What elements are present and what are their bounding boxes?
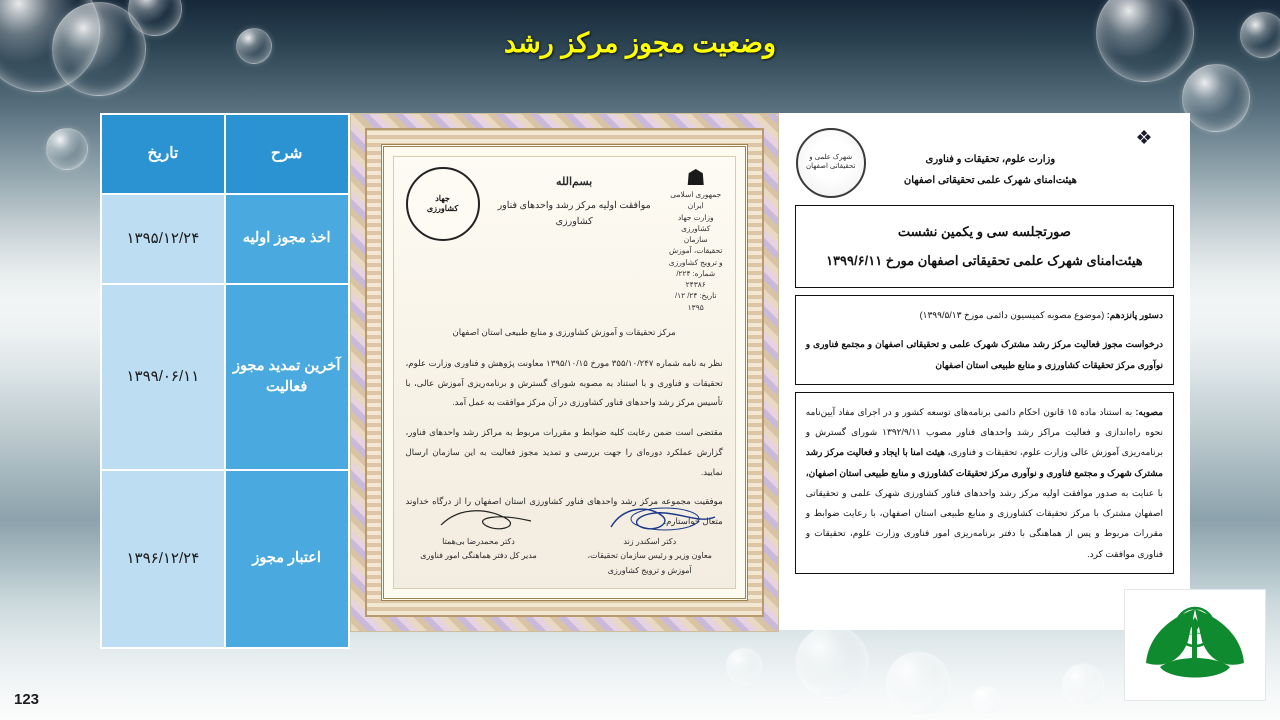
table-row: [101, 194, 349, 284]
certificate-title-block: [480, 167, 669, 230]
certificate-header: [406, 167, 723, 313]
signature-right: [406, 501, 552, 578]
letter-approval-text-2: با عنایت به صدور موافقت اولیه مرکز رشد واحدهای فناور کشاورزی شهرک علمی و تحقیقاتی اصفهان مشترک با مرکز تحقیقات کشاورزی و منابع طبیعی استان اصفهان، با رعایت ضوابط و مقررات مربوط و پس از هماهنگی با دفتر برنامه‌ریزی امور فناوری وزارت علوم، تحقیقات و فناوری موافقت کرد.: [805, 487, 1163, 559]
letter-approval-label: مصوبه:: [1135, 406, 1163, 417]
cell-date: ۱۳۹۵/۱۲/۲۴: [101, 194, 225, 284]
seal-line-1: جهاد: [435, 194, 450, 204]
bubble-decoration: [726, 648, 762, 684]
certificate-image: [350, 113, 779, 632]
license-status-table: [100, 113, 350, 649]
certificate-addressee: مرکز تحقیقات و آموزش کشاورزی و منابع طبیعی استان اصفهان: [452, 326, 676, 337]
letter-title-box: [795, 205, 1174, 288]
table-row: [101, 470, 349, 648]
letter-approval-box: [795, 392, 1174, 574]
certificate-header-line-3: سازمان تحقیقات، آموزش و ترویج کشاورزی: [668, 235, 723, 267]
science-town-logo-circle: شهرک علمی و تحقیقاتی اصفهان: [796, 128, 866, 198]
certificate-paragraph-3: موفقیت مجموعه مرکز رشد واحدهای فناور کشاورزی استان اصفهان را از درگاه خداوند متعال خواستارم.: [405, 496, 723, 527]
iran-emblem-icon: ☗: [685, 165, 706, 190]
letter-council-line: هیئت‌امنای شهرک علمی تحقیقاتی اصفهان: [903, 175, 1077, 186]
letter-body-box: [795, 295, 1174, 385]
science-town-logo-icon: [795, 127, 867, 199]
letter-header-text: [867, 127, 1114, 191]
signature-left-name: دکتر اسکندر زند: [623, 536, 677, 546]
table-header-row: [101, 114, 349, 194]
letter-approval-text-1: به استناد ماده ۱۵ قانون احکام دائمی برنامه‌های توسعه کشور و در اجرای مفاد آیین‌نامه نحوه راه‌اندازی و فعالیت مراکز رشد واحدهای فناور مصوب ۱۳۹۲/۹/۱۱ شورای گسترش و برنامه‌ریزی آموزش عالی وزارت علوم، تحقیقات و فناوری،: [805, 406, 1163, 458]
signature-left: [577, 501, 723, 578]
letter-request-line: درخواست مجوز فعالیت مرکز رشد مشترک شهرک علمی و تحقیقاتی اصفهان و مجتمع فناوری و نوآوری مرکز تحقیقات کشاورزی و منابع طبیعی استان اصفهان: [805, 339, 1163, 370]
signature-right-name: دکتر محمدرضا بی‌همتا: [442, 536, 515, 546]
column-header-date: تاریخ: [101, 114, 225, 194]
bubble-decoration: [796, 626, 868, 698]
svg-text:کشاورزی: کشاورزی: [1185, 630, 1205, 636]
letter-title-line-1: صورتجلسه سی و یکمین نشست: [897, 224, 1071, 239]
seal-line-2: کشاورزی: [426, 204, 459, 213]
certificate-title: موافقت اولیه مرکز رشد واحدهای فناور کشاورزی: [497, 199, 651, 227]
jahad-keshavarzi-logo-icon: [1136, 597, 1254, 693]
letter-ministry-line: وزارت علوم، تحقیقات و فناوری: [925, 154, 1056, 165]
cell-description: آخرین تمدید مجوز فعالیت: [225, 284, 349, 470]
bubble-decoration: [972, 686, 1000, 714]
column-header-description: شرح: [225, 114, 349, 194]
content-row: [100, 113, 1190, 630]
jahad-seal-icon: [406, 167, 480, 241]
letter-agenda-line: [806, 305, 1163, 325]
letter-approval-bold-1: هیئت امنا با ایجاد و فعالیت مرکز رشد مشترک شهرک و مجتمع فناوری و نوآوری مرکز تحقیقات کشاورزی و منابع طبیعی استان اصفهان،: [805, 447, 1163, 478]
cell-description: اخذ مجوز اولیه: [225, 194, 349, 284]
signature-right-role: مدیر کل دفتر هماهنگی امور فناوری: [420, 551, 537, 561]
certificate-header-line-1: جمهوری اسلامی ایران: [670, 190, 722, 211]
certificate-signatures: [406, 501, 723, 578]
signature-scribble-right: [406, 501, 552, 535]
signature-left-role: معاون وزیر و رئیس سازمان تحقیقات، آموزش و ترویج کشاورزی: [587, 551, 712, 575]
bubble-decoration: [1182, 64, 1250, 132]
certificate-paragraph-2: مقتضی است ضمن رعایت کلیه ضوابط و مقررات مربوط به مراکز رشد واحدهای فناور، گزارش عملکرد دوره‌ای را جهت بررسی و تمدید مجوز فعالیت به این سازمان ارسال نمایید.: [405, 427, 723, 477]
certificate-paragraph-1: نظر به نامه شماره ۳۵۵/۱۰/۲۴۷ مورخ ۱۳۹۵/۱۰/۱۵ معاونت پژوهش و فناوری وزارت علوم، تحقیقات و فناوری و با استناد به مصوبه شورای گسترش و برنامه‌ریزی آموزش عالی، با تأسیس مرکز رشد واحدهای فناور کشاورزی در آن مرکز موافقت به عمل آمد.: [405, 357, 723, 408]
page-number: 123: [14, 691, 40, 708]
meeting-minutes-document: [779, 113, 1190, 630]
cell-date: ۱۳۹۹/۰۶/۱۱: [101, 284, 225, 470]
certificate-ref-date: تاریخ: ۲۴/ ۱۲/ ۱۳۹۵: [674, 291, 717, 312]
svg-text:جهاد: جهاد: [1188, 618, 1202, 626]
letter-agenda-note: (موضوع مصوبه کمیسیون دائمی مورخ ۱۳۹۹/۵/۱۳): [919, 310, 1105, 321]
certificate-header-line-2: وزارت جهاد کشاورزی: [677, 212, 714, 233]
letter-title-line-2: هیئت‌امنای شهرک علمی تحقیقاتی اصفهان مورخ ۱۳۹۹/۶/۱۱: [826, 252, 1143, 268]
organization-logo: [1124, 589, 1266, 701]
signature-scribble-left: [577, 501, 723, 535]
bubble-decoration: [1062, 664, 1104, 706]
certificate-paper: [393, 156, 736, 589]
letter-agenda-label: دستور پانزدهم:: [1106, 310, 1163, 321]
cell-date: ۱۳۹۶/۱۲/۲۴: [101, 470, 225, 648]
certificate-ref-number: شماره: ۲۲۴/ ۲۴۳۸۶: [676, 268, 716, 289]
letter-header: [795, 127, 1174, 199]
bubble-decoration: [46, 128, 88, 170]
letter-approval-paragraph: [806, 402, 1163, 564]
certificate-ministry-emblem: [669, 167, 723, 313]
bubble-decoration: [886, 652, 950, 716]
certificate-bismillah: بسم‌الله: [556, 176, 593, 188]
cell-description: اعتبار مجوز: [225, 470, 349, 648]
table-row: [101, 284, 349, 470]
page-title: وضعیت مجوز مرکز رشد: [504, 28, 776, 58]
ministry-of-science-logo-icon: ❖: [1135, 128, 1153, 149]
